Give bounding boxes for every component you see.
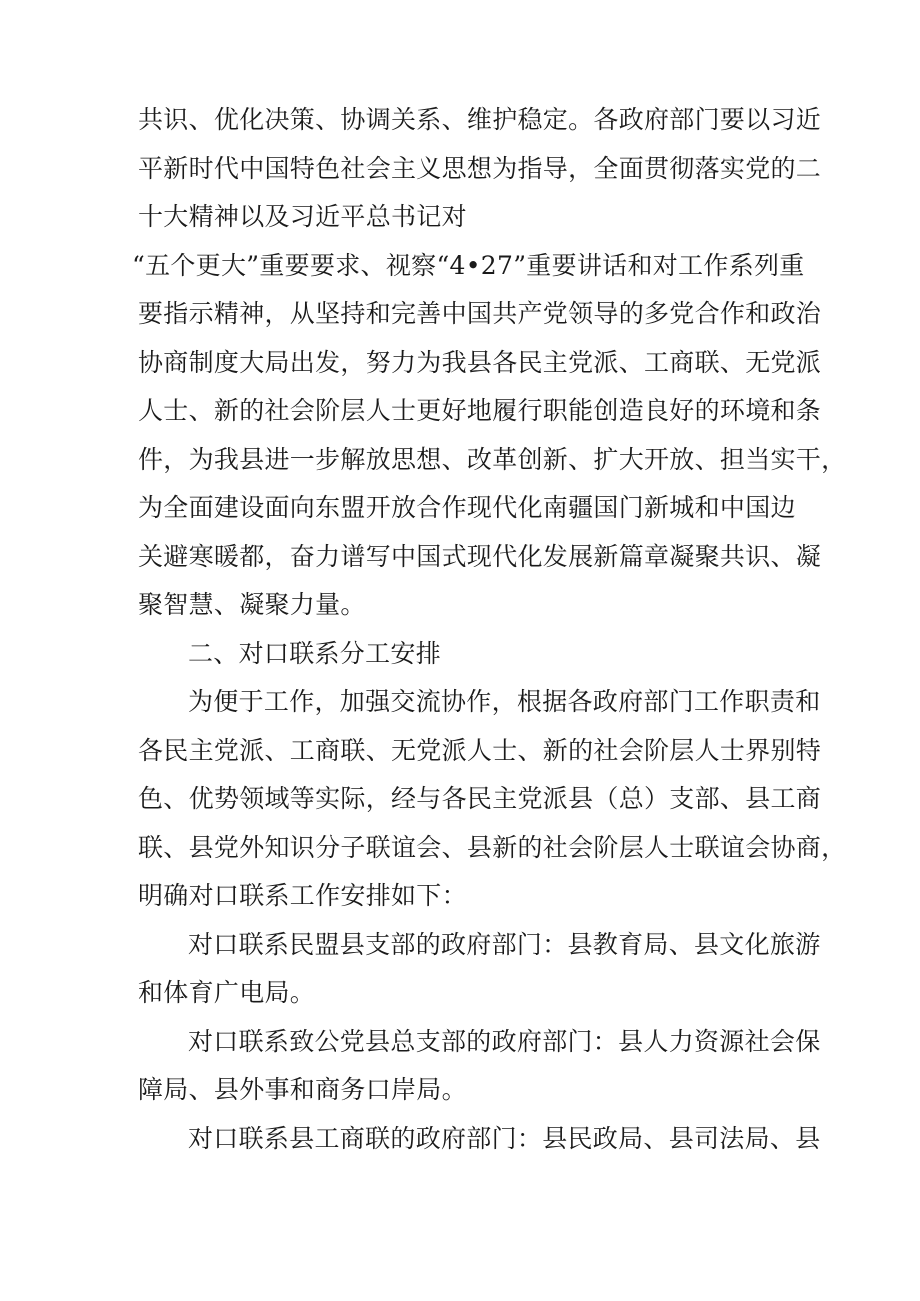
text-line: 十大精神以及习近平总书记对 [138,202,467,231]
text-line: 协商制度大局出发，努力为我县各民主党派、工商联、无党派 [138,347,822,377]
text-line: 色、优势领域等实际，经与各民主党派县（总）支部、县工商 [138,784,822,813]
text-line: 为全面建设面向东盟开放合作现代化南疆国门新城和中国边 [138,493,796,522]
text-line: 共识、优化决策、协调关系、维护稳定。各政府部门要以习近 [138,105,822,134]
section-heading: 二、对口联系分工安排 [188,638,442,668]
text-line: 和体育广电局。 [138,978,316,1007]
text-line: 各民主党派、工商联、无党派人士、新的社会阶层人士界别特 [138,735,822,765]
text-line: 聚智慧、凝聚力量。 [138,590,366,619]
text-line: 联、县党外知识分子联谊会、县新的社会阶层人士联谊会协商， [138,832,847,862]
text-line: 对口联系县工商联的政府部门：县民政局、县司法局、县 [188,1123,821,1153]
text-line: 明确对口联系工作安排如下： [138,881,467,910]
text-line: 为便于工作，加强交流协作，根据各政府部门工作职责和 [188,687,821,716]
text-line: 关避寒暖都，奋力谱写中国式现代化发展新篇章凝聚共识、凝 [138,541,822,571]
text-line: 平新时代中国特色社会主义思想为指导，全面贯彻落实党的二 [138,153,822,183]
text-line: 对口联系致公党县总支部的政府部门：县人力资源社会保 [188,1026,821,1056]
text-line: 对口联系民盟县支部的政府部门：县教育局、县文化旅游 [188,929,821,959]
text-line: 人士、新的社会阶层人士更好地履行职能创造良好的环境和条 [138,396,822,425]
document-body [132,96,847,1163]
text-line: 障局、县外事和商务口岸局。 [138,1075,467,1104]
text-line: 件，为我县进一步解放思想、改革创新、扩大开放、担当实干， [138,444,847,474]
text-line: “五个更大”重要要求、视察“4•27”重要讲话和对工作系列重 [132,250,805,280]
text-line: 要指示精神，从坚持和完善中国共产党领导的多党合作和政治 [138,299,822,328]
